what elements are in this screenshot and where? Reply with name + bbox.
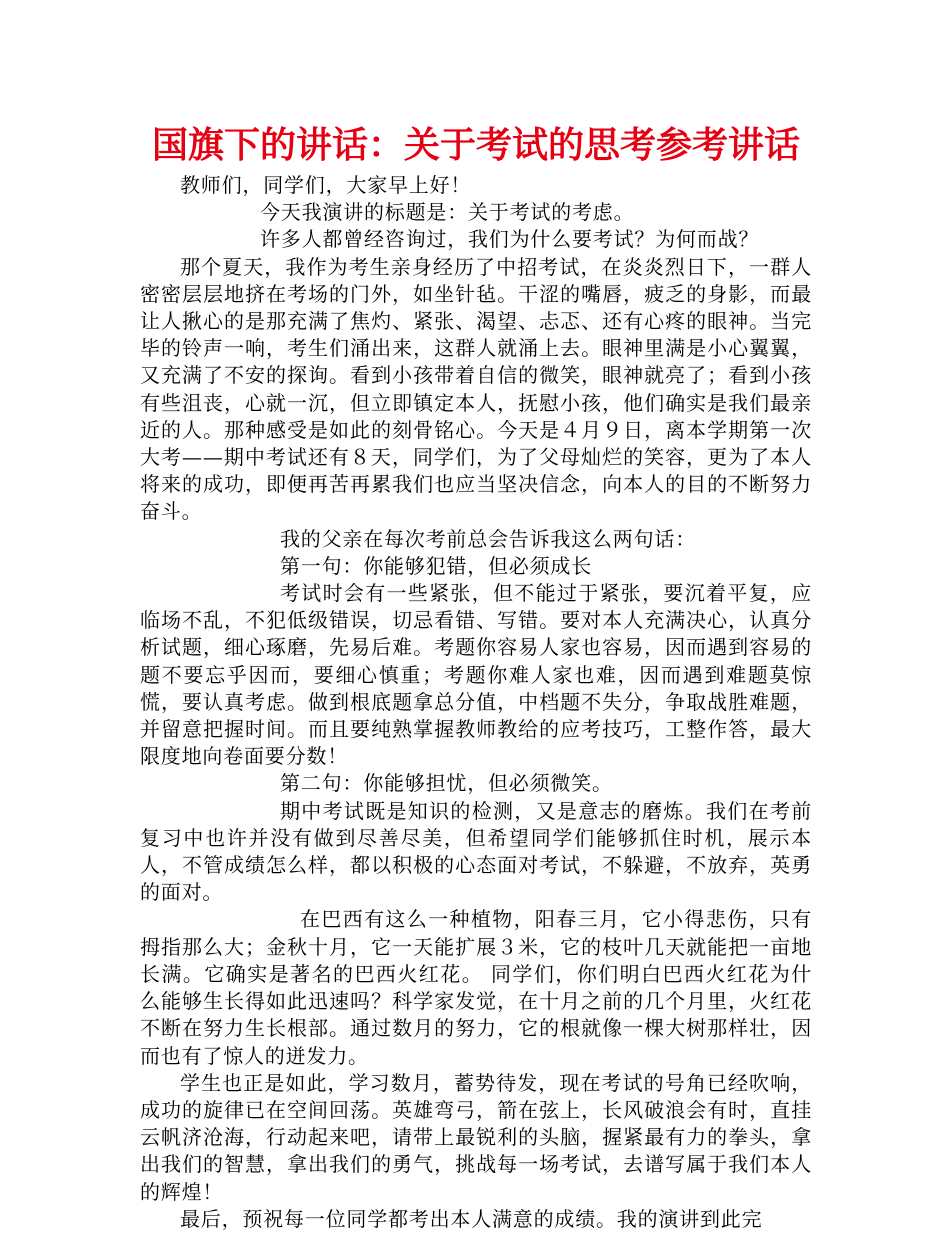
document-body [140,172,812,1233]
paragraph-summer-exam: 那个夏天，我作为考生亲身经历了中招考试，在炎炎烈日下，一群人密密层层地挤在考场的门外，如坐针毡。干涩的嘴唇，疲乏的身影，而最让人揪心的是那充满了焦灼、紧张、渴望、忐忑、还有心疼的眼神。当完毕的铃声一响，考生们涌出来，这群人就涌上去。眼神里满是小心翼翼，又充满了不安的探询。看到小孩带着自信的微笑，眼神就亮了；看到小孩有些沮丧，心就一沉，但立即镇定本人，抚慰小孩，他们确实是我们最亲近的人。那种感受是如此的刻骨铭心。今天是４月９日，离本学期第一次大考——期中考试还有８天，同学们，为了父母灿烂的笑容，更为了本人将来的成功，即便再苦再累我们也应当坚决信念，向本人的目的不断努力奋斗。 [140,254,812,524]
paragraph-greeting: 教师们，同学们，大家早上好！ [180,173,472,197]
document-page [140,122,812,1233]
paragraph-first-sentence: 第一句：你能够犯错，但必须成长 [280,553,592,578]
paragraph-exam-tips: 考试时会有一些紧张，但不能过于紧张，要沉着平复，应临场不乱，不犯低级错误，切忌看错、写错。要对本人充满决心，认真分析试题，细心琢磨，先易后难。考题你容易人家也容易，因而遇到容易的题不要忘乎因而，要细心慎重；考题你难人家也难，因而遇到难题莫惊慌，要认真考虑。做到根底题拿总分值，中档题不失分，争取战胜难题，并留意把握时间。而且要纯熟掌握教师教给的应考技巧，工整作答，最大限度地向卷面要分数！ [140,581,812,769]
paragraph-closing: 最后，预祝每一位同学都考出本人满意的成绩。我的演讲到此完 [180,1206,763,1231]
paragraph-question: 许多人都曾经咨询过，我们为什么要考试？为何而战？ [260,227,760,252]
paragraph-students: 学生也正是如此，学习数月，蓄势待发，现在考试的号角已经吹响，成功的旋律已在空间回荡。英雄弯弓，箭在弦上，长风破浪会有时，直挂云帆济沧海，行动起来吧，请带上最锐利的头脑，握紧最有力的拳头，拿出我们的智慧，拿出我们的勇气，挑战每一场考试，去谱写属于我们本人的辉煌！ [140,1070,812,1204]
paragraph-second-sentence: 第二句：你能够担忧，但必须微笑。 [280,771,613,796]
paragraph-midterm: 期中考试既是知识的检测，又是意志的磨炼。我们在考前复习中也许并没有做到尽善尽美，但希望同学们能够抓住时机，展示本人，不管成绩怎么样，都以积极的心态面对考试，不躲避，不放弃，英勇的面对。 [140,798,812,905]
paragraph-father-advice: 我的父亲在每次考前总会告诉我这么两句话： [280,526,696,551]
paragraph-brazil-flower: 在巴西有这么一种植物，阳春三月，它小得悲伤，只有拇指那么大；金秋十月，它一天能扩展３米，它的枝叶几天就能把一亩地长满。它确实是著名的巴西火红花。 同学们，你们明白巴西火红花为什么能够生长得如此迅速吗？科学家发觉，在十月之前的几个月里，火红花不断在努力生长根部。通过数月的努力，它的根就像一棵大树那样壮，因而也有了惊人的迸发力。 [140,907,812,1068]
paragraph-topic: 今天我演讲的标题是：关于考试的考虑。 [260,200,635,225]
document-title: 国旗下的讲话：关于考试的思考参考讲话 [151,125,800,166]
